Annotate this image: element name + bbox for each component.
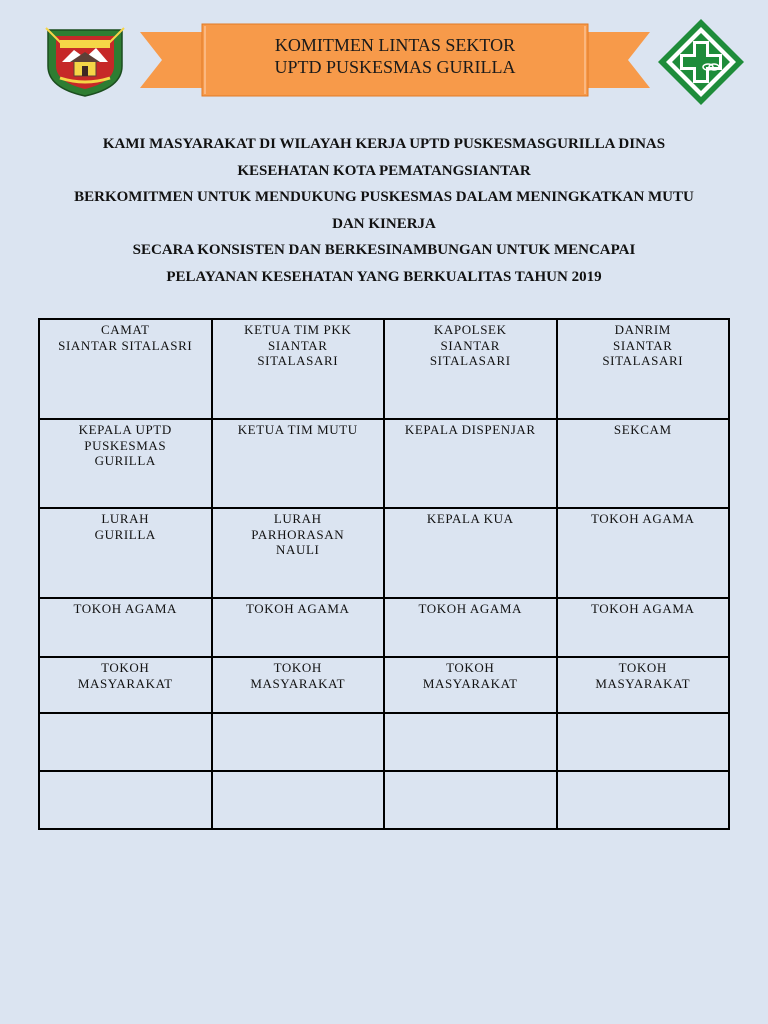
signature-cell: TOKOH MASYARAKAT xyxy=(39,657,212,713)
signature-cell: KETUA TIM MUTU xyxy=(212,419,385,508)
signature-cell: LURAH PARHORASAN NAULI xyxy=(212,508,385,598)
table-row xyxy=(39,713,729,771)
signature-cell: DANRIM SIANTAR SITALASARI xyxy=(557,319,730,419)
signature-cell: TOKOH AGAMA xyxy=(212,598,385,657)
signature-cell: KEPALA UPTD PUSKESMAS GURILLA xyxy=(39,419,212,508)
puskesmas-logo-icon xyxy=(656,17,746,107)
signature-cell xyxy=(384,771,557,829)
table-row xyxy=(39,508,729,598)
statement-line: DAN KINERJA xyxy=(332,215,436,232)
table-row xyxy=(39,657,729,713)
signature-cell: TOKOH MASYARAKAT xyxy=(212,657,385,713)
signature-cell: TOKOH AGAMA xyxy=(557,598,730,657)
table-row xyxy=(39,419,729,508)
signature-cell: TOKOH MASYARAKAT xyxy=(557,657,730,713)
table-row xyxy=(39,598,729,657)
signature-cell: TOKOH AGAMA xyxy=(39,598,212,657)
statement-line: KAMI MASYARAKAT DI WILAYAH KERJA UPTD PUSKESMASGURILLA DINAS xyxy=(102,136,666,152)
city-emblem-icon xyxy=(44,22,126,98)
signature-cell: SEKCAM xyxy=(557,419,730,508)
signature-table xyxy=(38,318,730,830)
banner-line-1: KOMITMEN LINTAS SEKTOR xyxy=(274,35,516,55)
statement-line: PELAYANAN KESEHATAN YANG BERKUALITAS TAHUN 2019 xyxy=(166,268,602,285)
signature-cell: TOKOH AGAMA xyxy=(557,508,730,598)
banner-line-2: UPTD PUSKESMAS GURILLA xyxy=(274,57,516,77)
statement-line: SECARA KONSISTEN DAN BERKESINAMBUNGAN UNTUK MENCAPAI xyxy=(132,242,636,258)
signature-cell: CAMAT SIANTAR SITALASRI xyxy=(39,319,212,419)
table-row xyxy=(39,319,729,419)
signature-cell xyxy=(212,771,385,829)
signature-cell: KEPALA KUA xyxy=(384,508,557,598)
signature-cell: TOKOH AGAMA xyxy=(384,598,557,657)
signature-cell: KEPALA DISPENJAR xyxy=(384,419,557,508)
signature-cell xyxy=(212,713,385,771)
signature-cell: KETUA TIM PKK SIANTAR SITALASARI xyxy=(212,319,385,419)
signature-cell xyxy=(384,713,557,771)
signature-cell xyxy=(39,771,212,829)
signature-cell xyxy=(557,713,730,771)
signature-cell xyxy=(557,771,730,829)
statement-line: BERKOMITMEN UNTUK MENDUKUNG PUSKESMAS DALAM MENINGKATKAN MUTU xyxy=(74,189,694,205)
signature-cell: TOKOH MASYARAKAT xyxy=(384,657,557,713)
signature-cell: KAPOLSEK SIANTAR SITALASARI xyxy=(384,319,557,419)
commitment-statement xyxy=(10,131,758,290)
signature-cell: LURAH GURILLA xyxy=(39,508,212,598)
signature-cell xyxy=(39,713,212,771)
table-row xyxy=(39,771,729,829)
banner-title xyxy=(205,34,585,78)
statement-line: KESEHATAN KOTA PEMATANGSIANTAR xyxy=(237,162,531,179)
